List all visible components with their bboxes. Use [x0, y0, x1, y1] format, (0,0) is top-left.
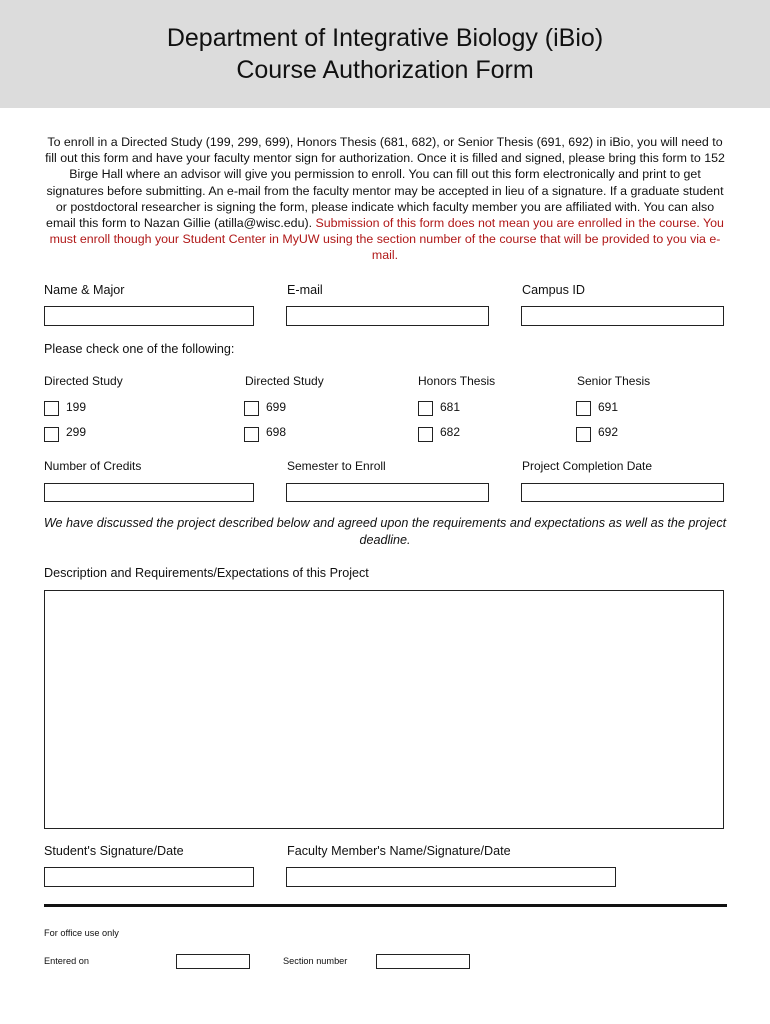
- form-title-line-1: Department of Integrative Biology (iBio): [166, 24, 604, 52]
- group-heading-directed-study-1: Directed Study: [44, 374, 123, 388]
- checkbox-681[interactable]: [418, 401, 433, 416]
- enrollment-notice: Submission of this form does not mean you are enrolled in the course. You must enroll though your Student Center in MyUW using the section number of the course that will be provided to you via e-mail.: [49, 216, 724, 263]
- section-number-field[interactable]: [376, 954, 470, 969]
- name-major-field[interactable]: [44, 306, 254, 326]
- intro-paragraph: [40, 134, 730, 264]
- check-prompt: Please check one of the following:: [44, 342, 235, 356]
- checkbox-label-682: 682: [440, 425, 461, 439]
- completion-date-field[interactable]: [521, 483, 724, 502]
- semester-label: Semester to Enroll: [287, 459, 386, 473]
- checkbox-label-692: 692: [598, 425, 619, 439]
- semester-field[interactable]: [286, 483, 489, 502]
- checkbox-692[interactable]: [576, 427, 591, 442]
- entered-on-field[interactable]: [176, 954, 250, 969]
- completion-date-label: Project Completion Date: [522, 459, 653, 473]
- faculty-signature-field[interactable]: [286, 867, 616, 887]
- checkbox-682[interactable]: [418, 427, 433, 442]
- checkbox-691[interactable]: [576, 401, 591, 416]
- credits-field[interactable]: [44, 483, 254, 502]
- campus-id-label: Campus ID: [522, 283, 585, 297]
- checkbox-299[interactable]: [44, 427, 59, 442]
- email-field[interactable]: [286, 306, 489, 326]
- checkbox-label-698: 698: [266, 425, 287, 439]
- entered-on-label: Entered on: [44, 956, 89, 966]
- checkbox-label-681: 681: [440, 400, 461, 414]
- description-label: Description and Requirements/Expectations of this Project: [44, 566, 369, 580]
- checkbox-label-691: 691: [598, 400, 619, 414]
- credits-label: Number of Credits: [44, 459, 142, 473]
- group-heading-directed-study-2: Directed Study: [245, 374, 324, 388]
- checkbox-label-199: 199: [66, 400, 87, 414]
- section-divider: [44, 904, 727, 907]
- office-use-heading: For office use only: [44, 928, 119, 938]
- campus-id-field[interactable]: [521, 306, 724, 326]
- checkbox-label-699: 699: [266, 400, 287, 414]
- faculty-signature-label: Faculty Member's Name/Signature/Date: [287, 844, 511, 858]
- checkbox-698[interactable]: [244, 427, 259, 442]
- group-heading-honors-thesis: Honors Thesis: [418, 374, 496, 388]
- checkbox-699[interactable]: [244, 401, 259, 416]
- section-number-label: Section number: [283, 956, 348, 966]
- description-field[interactable]: [44, 590, 724, 829]
- student-signature-field[interactable]: [44, 867, 254, 887]
- header-band: [0, 0, 770, 108]
- checkbox-label-299: 299: [66, 425, 87, 439]
- intro-text: To enroll in a Directed Study (199, 299, 699), Honors Thesis (681, 682), or Senior Thesis (691, 692) in iBio, you will need to fill out this form and have your faculty mentor sign for authorization. Once it is filled and signed, please bring this form to 152 Birge Hall where an advisor will give you permission to enroll. You can fill out this form electronically and print to get signatures before submitting. An e-mail from the faculty mentor may be accepted in lieu of a signature. If a graduate student or postdoctoral researcher is signing the form, please indicate which faculty member you are affiliated with. You can also email this form to Nazan Gillie (atilla@wisc.edu).: [45, 135, 725, 231]
- group-heading-senior-thesis: Senior Thesis: [577, 374, 651, 388]
- name-major-label: Name & Major: [44, 283, 125, 297]
- agreement-statement: We have discussed the project described below and agreed upon the requirements and expectations as well as the project deadline.: [43, 516, 727, 547]
- checkbox-199[interactable]: [44, 401, 59, 416]
- form-title-line-2: Course Authorization Form: [236, 56, 534, 84]
- email-label: E-mail: [287, 283, 323, 297]
- student-signature-label: Student's Signature/Date: [44, 844, 184, 858]
